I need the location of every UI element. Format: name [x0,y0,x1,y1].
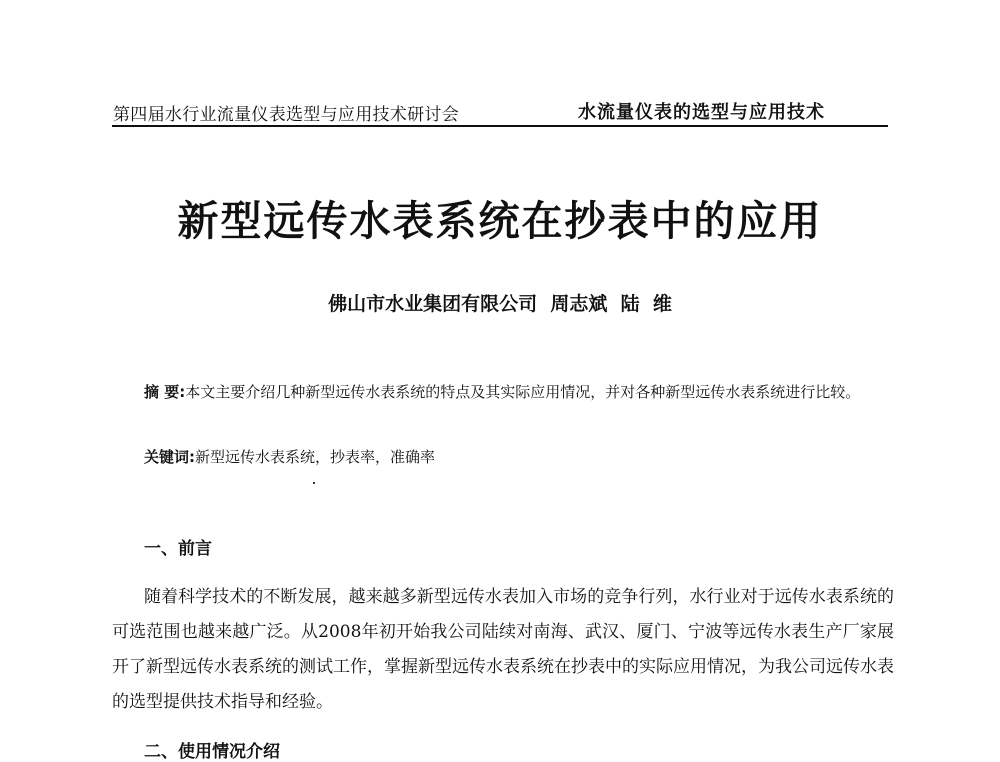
keywords-label: 关键词: [144,448,195,466]
conference-name: 第四届水行业流量仪表选型与应用技术研讨会 [113,105,459,125]
scan-speck [313,482,315,484]
section-heading-usage: 二、使用情况介绍 [144,742,280,762]
author-line: 佛山市水业集团有限公司 周志斌 陆 维 [328,293,672,315]
topic-name: 水流量仪表的选型与应用技术 [578,102,825,123]
abstract-text: 本文主要介绍几种新型远传水表系统的特点及其实际应用情况，并对各种新型远传水表系统进行比较。 [185,383,861,401]
abstract [112,374,892,410]
section-paragraph-intro: 随着科学技术的不断发展，越来越多新型远传水表加入市场的竞争行列，水行业对于远传水表系统的可选范围也越来越广泛。从2008年初开始我公司陆续对南海、武汉、厦门、宁波等远传水表生产厂家展开了新型远传水表系统的测试工作，掌握新型远传水表系统在抄表中的实际应用情况，为我公司远传水表的选型提供技术指导和经验。 [112,587,894,712]
header-divider [112,125,888,127]
keywords [144,446,435,467]
keywords-text: 新型远传水表系统，抄表率，准确率 [195,448,436,466]
abstract-label: 摘 要: [144,383,186,401]
section-heading-intro: 一、前言 [144,539,212,559]
paper-title: 新型远传水表系统在抄表中的应用 [177,197,823,245]
